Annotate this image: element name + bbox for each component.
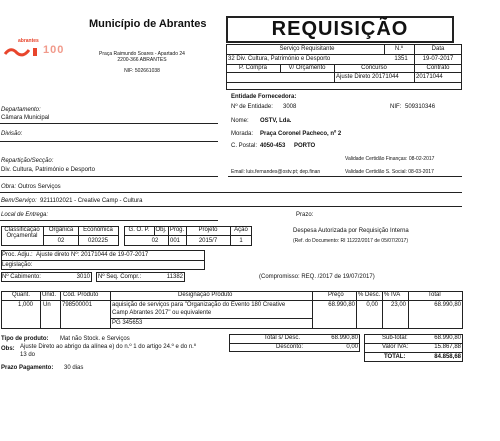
req-contrato: 20171044 [416, 74, 443, 80]
class-prog: 001 [169, 238, 180, 244]
req-h-data: Data [431, 46, 445, 52]
class-h-economica: Económica [83, 227, 113, 233]
desconto-label: Desconto: [276, 344, 304, 350]
req-servico: 32 Div. Cultura, Património e Desporto [228, 56, 331, 62]
logo-text: abrantes [18, 38, 39, 44]
supplier-cidade: PORTO [294, 143, 316, 149]
req-n: 1351 [394, 56, 408, 62]
subtotal-value: 68.990,80 [434, 335, 461, 341]
bem-value: 9211102021 - Creative Camp - Cultura [40, 198, 143, 204]
supplier-n-label: Nº de Entidade: [231, 104, 273, 110]
desconto-value: 0,00 [346, 344, 358, 350]
reparticao-value: Div. Cultura, Património e Desporto [1, 167, 95, 173]
total-sdesc-label: Total s/ Desc. [264, 335, 301, 341]
item-cod: 798500001 [62, 302, 93, 308]
local-label: Local de Entrega: [1, 212, 49, 218]
req-h-contrato: Contrato [426, 65, 450, 71]
municipality-logo [3, 38, 71, 62]
items-h-unid: Unid. [42, 292, 57, 298]
class-projeto: 2015/7 [198, 238, 218, 244]
obs-label: Obs: [1, 346, 15, 352]
item-iva: 23,00 [390, 302, 406, 308]
supplier-title: Entidade Fornecedora: [231, 94, 297, 100]
item-unid: Un [43, 302, 51, 308]
despesa-autorizada: Despesa Autorizada por Requisição Interna [293, 228, 409, 234]
legislacao-label: Legislação: [2, 262, 33, 268]
valor-iva-label: Valor IVA: [382, 344, 409, 350]
prazo-pagamento-value: 30 dias [64, 365, 84, 371]
supplier-nif: 509310346 [405, 104, 436, 110]
class-acao: 1 [239, 238, 243, 244]
item-designacao-3: PG 345653 [112, 320, 143, 326]
class-organica: 02 [57, 238, 65, 244]
supplier-nome: OSTV, Lda. [260, 118, 292, 124]
class-h-gop: G. O. P. [128, 227, 150, 233]
seq-value: 11382 [166, 274, 183, 280]
req-concurso: Ajuste Direto 20171044 [336, 74, 399, 80]
reparticao-label: Repartição/Secção: [1, 158, 54, 164]
departamento-label: Departamento: [1, 107, 41, 113]
req-h-concurso: Concurso [361, 65, 387, 71]
tipo-value: Mat não Stock. e Serviços [60, 336, 130, 342]
items-h-quant: Quant. [12, 292, 31, 298]
despesa-ref: (Ref. do Documento: RI 11222/2017 de 05/07/2017) [293, 238, 408, 244]
class-h-organica: Orgânica [48, 227, 74, 233]
req-data: 19-07-2017 [422, 56, 454, 62]
items-h-cod: Cód. Produto [63, 292, 99, 298]
req-h-n: N.º [394, 46, 404, 52]
item-quant: 1,000 [18, 302, 34, 308]
items-h-preco: Preço [328, 292, 344, 298]
valor-iva-value: 15.867,88 [434, 344, 461, 350]
items-h-iva: % IVA [384, 292, 401, 298]
entity-address1: Praça Raimundo Soares - Apartado 24 [99, 51, 185, 57]
bem-label: Bem/Serviço: [1, 198, 37, 204]
class-h-projeto: Projeto [198, 227, 218, 233]
supplier-certif-fin: Validade Certidão Finanças: 08-02-2017 [345, 156, 435, 162]
req-h-servico: Serviço Requisitante [279, 46, 335, 52]
supplier-cpostal-label: C. Postal: [231, 143, 258, 149]
prazo-label: Prazo: [296, 212, 314, 218]
class-economica: 020225 [87, 238, 109, 244]
obra-label: Obra: [1, 184, 17, 190]
obs-line2: 13 do [20, 352, 36, 358]
entity-name: Município de Abrantes [89, 18, 207, 30]
divisao-label: Divisão: [1, 131, 23, 137]
items-h-total: Total [428, 292, 441, 298]
proc-value: Ajuste direto Nº: 20171044 de 19-07-2017 [36, 252, 149, 258]
supplier-nif-label: NIF: [390, 104, 402, 110]
cabimento-value: 3010 [76, 274, 90, 280]
logo-sub: 100 [43, 44, 65, 56]
supplier-certif-ss: Validade Certidão S. Social: 08-03-2017 [345, 169, 434, 175]
supplier-morada: Praça Coronel Pacheco, nº 2 [260, 131, 342, 137]
compromisso: (Compromisso: REQ. /2017 de 19/07/2017) [259, 274, 375, 280]
tipo-label: Tipo de produto: [1, 336, 49, 342]
item-preco: 68.990,80 [328, 302, 355, 308]
class-h-acao: Ação [234, 227, 248, 233]
total-label: TOTAL: [384, 354, 406, 360]
class-h-obj: Obj. [155, 227, 167, 233]
class-gop: 02 [151, 238, 159, 244]
items-h-designacao: Designação Produto [178, 292, 233, 298]
seq-label: Nº Seq. Compr.: [98, 274, 142, 280]
class-h-prog: Prog. [169, 227, 185, 233]
obra-value: Outros Serviços [18, 184, 61, 190]
items-h-desc: % Desc. [358, 292, 381, 298]
supplier-cpostal: 4050-453 [260, 143, 286, 149]
document-title: REQUISIÇÃO [271, 18, 409, 40]
supplier-nome-label: Nome: [231, 118, 249, 124]
entity-address2: 2200-366 ABRANTES [117, 57, 167, 63]
prazo-pagamento-label: Prazo Pagamento: [1, 365, 54, 371]
supplier-email: Email: luis.fernandes@ostv.pt; dep.finan [231, 169, 321, 175]
obs-line1: Ajuste Direto ao abrigo da alínea e) do n.º 1 do artigo 24.º e do n.º [20, 344, 197, 350]
supplier-n: 3008 [283, 104, 297, 110]
item-designacao-2: Camp Abrantes 2017" ou equivalente [112, 310, 212, 316]
item-total: 68.990,80 [434, 302, 461, 308]
class-h-class: Classificação Orçamental [4, 227, 40, 239]
req-h-orcamento: V/ Orçamento [288, 65, 326, 71]
departamento-value: Câmara Municipal [1, 115, 50, 121]
item-desc: 0,00 [366, 302, 378, 308]
cabimento-label: Nº Cabimento: [2, 274, 41, 280]
subtotal-label: Sub-total: [382, 335, 408, 341]
req-h-pcompra: P. Compra [239, 65, 267, 71]
supplier-morada-label: Morada: [231, 131, 254, 137]
item-designacao-1: aquisição de serviços para "Organização do Evento 180 Creative [112, 302, 286, 308]
total-value: 84.858,68 [434, 354, 461, 360]
entity-nif: NIF: 502661038 [124, 68, 160, 74]
proc-label: Proc. Adju.: [2, 252, 33, 258]
total-sdesc-value: 68.990,80 [331, 335, 358, 341]
